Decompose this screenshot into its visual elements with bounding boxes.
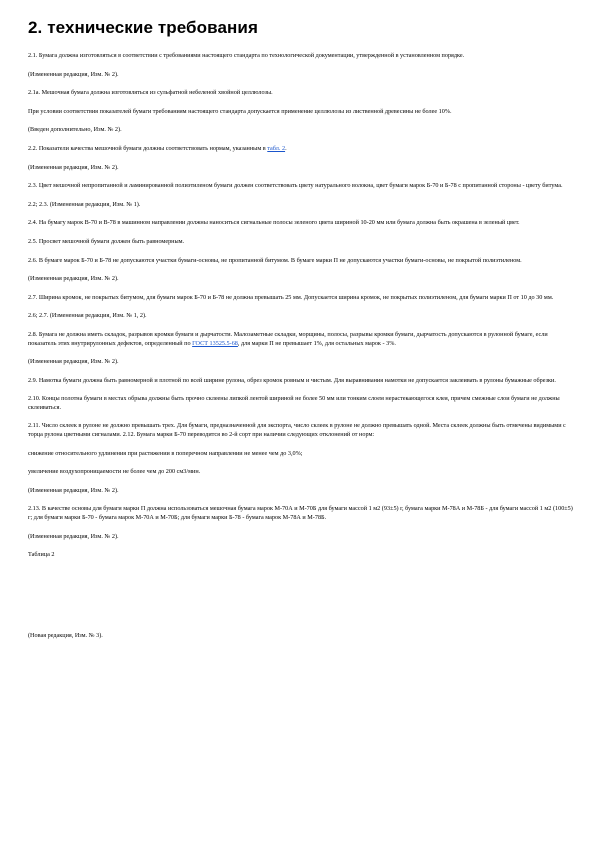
- paragraph: [28, 395, 574, 412]
- footer-note: (Новая редакция, Изм. № 3).: [28, 632, 103, 640]
- paragraph-text-after: .: [285, 144, 287, 152]
- paragraph-text: 2.9. Намотка бумаги должна быть равномерной и плотной по всей ширине рулона, обрез кромок ровным и чистым. Для выравнивания намотки не допускается заклеивать в рулоны бумажные обрезки.: [28, 376, 556, 384]
- paragraph: [28, 450, 574, 459]
- paragraph-text: увеличение воздухопроницаемости не более чем до 200 см3/мин.: [28, 468, 201, 476]
- paragraph-text: 2.1. Бумага должна изготовляться в соответствии с требованиями настоящего стандарта по технологической документации, утвержденной в установленном порядке.: [28, 52, 465, 59]
- paragraph-text: 2.7. Ширина кромок, не покрытых битумом, для бумаги марок Б-70 и Б-78 не должна превышать 25 мм. Допускается ширина кромок, не покрытых полиэтиленом, для бумаги марки П от 10 до 30 мм.: [28, 293, 554, 301]
- paragraph: [28, 201, 574, 210]
- paragraph: [28, 331, 574, 348]
- paragraph: [28, 422, 574, 439]
- paragraph-list: [28, 52, 574, 541]
- paragraph-text: (Измененная редакция, Изм. № 2).: [28, 70, 119, 78]
- document-page: [28, 18, 574, 651]
- paragraph: [28, 238, 574, 247]
- paragraph-text: 2.5. Просвет мешочной бумаги должен быть равномерным.: [28, 237, 185, 245]
- paragraph-text: 2.6. В бумаге марок Б-70 и Б-78 не допускаются участки бумаги-основы, не пропитанной битумом. В бумаге марки П не допускаются участки бумаги-основы, не покрытой полиэтиленом.: [28, 256, 522, 264]
- paragraph-text: 2.13. В качестве основы для бумаги марки П должна использоваться мешочная бумага марок М-70А и М-70Б для бумаги массой 1 м2 (93±5) г, бумага марки М-78А и М-78Б - для бумаги массой 1 м2 (100±5) г; для бумаги марки Б-70 - бумага марок М-70А и М-70Б; для бумаги марки Б-78 - бумага марок М-78А и М-78Б.: [28, 505, 573, 522]
- reference-link[interactable]: табл. 2: [267, 144, 286, 152]
- paragraph-text: 2.3. Цвет мешочной непропитанной и ламинированной полиэтиленом бумаги должен соответствовать цвету натурального волокна, цвет бумаги марок Б-70 и Б-78 с пропитанной стороны - цвету битума.: [28, 182, 563, 190]
- reference-link[interactable]: ГОСТ 13525.5-68: [192, 339, 238, 347]
- paragraph-text: (Измененная редакция, Изм. № 2).: [28, 275, 119, 283]
- paragraph-text: (Введен дополнительно, Изм. № 2).: [28, 126, 122, 134]
- paragraph-text: (Измененная редакция, Изм. № 2).: [28, 163, 119, 171]
- paragraph-text: 2.1а. Мешочная бумага должна изготовляться из сульфатной небеленой хвойной целлюлозы.: [28, 89, 273, 97]
- section-heading: 2. технические требования: [28, 18, 258, 37]
- paragraph: [28, 358, 574, 367]
- paragraph-text: 2.8. Бумага не должна иметь складок, разрывов кромки бумаги и дырчатости. Малозаметные складки, морщины, полосы, разрывы кромки бумаги, дырчатость допускаются в рулонной бумаге, если показатель этих внутрирулонных дефектов, определенный по: [28, 330, 548, 347]
- paragraph-text: 2.10. Концы полотна бумаги в местах обрыва должны быть прочно склеены липкой лентой шириной не более 50 мм или тонким слоем нерастекающегося клея, причем смежные слои бумаги не должны склеиваться.: [28, 395, 560, 411]
- paragraph: [28, 468, 574, 477]
- paragraph-text: 2.4. На бумагу марок В-70 и В-78 в машинном направлении должны наноситься сигнальные полосы зеленого цвета шириной 10-20 мм или бумага должна быть окрашена в зеленый цвет.: [28, 219, 520, 227]
- paragraph-text: (Измененная редакция, Изм. № 2).: [28, 532, 119, 540]
- paragraph: [28, 533, 574, 542]
- paragraph-text: 2.2. Показатели качества мешочной бумаги должны соответствовать нормам, указанным в: [28, 144, 268, 152]
- paragraph: [28, 89, 574, 98]
- paragraph-text: снижение относительного удлинения при растяжении в поперечном направлении не менее чем до 3,0%;: [28, 449, 303, 457]
- paragraph: [28, 219, 574, 228]
- table-2: [28, 562, 548, 624]
- paragraph-text: 2.11. Число склеек в рулоне не должно превышать трех. Для бумаги, предназначенной для экспорта, число склеек в рулоне не должно превышать одной. Места склеек должны быть отмечены видимыми с торца рулона цветными сигналами. 2.12. Бумага марки Б-70 переводится во 2-й сорт при наличии следующих отклонений от норм:: [28, 422, 566, 439]
- paragraph: [28, 52, 574, 61]
- paragraph-text: 2.2; 2.3. (Измененная редакция, Изм. № 1).: [28, 200, 141, 208]
- paragraph: [28, 257, 574, 266]
- paragraph: [28, 182, 574, 191]
- paragraph: [28, 377, 574, 386]
- paragraph: [28, 108, 574, 117]
- paragraph-text-after: , для марки П не превышает 1%, для остальных марок - 3%.: [237, 339, 396, 347]
- paragraph-text: (Измененная редакция, Изм. № 2).: [28, 358, 119, 366]
- paragraph: [28, 71, 574, 80]
- paragraph: [28, 164, 574, 173]
- paragraph: [28, 312, 574, 321]
- table-caption: Таблица 2: [28, 551, 55, 559]
- paragraph: [28, 487, 574, 496]
- paragraph: [28, 505, 574, 522]
- paragraph: [28, 126, 574, 135]
- paragraph-text: (Измененная редакция, Изм. № 2).: [28, 486, 119, 494]
- paragraph-text: 2.6; 2.7. (Измененная редакция, Изм. № 1, 2).: [28, 312, 147, 320]
- paragraph-text: При условии соответствия показателей бумаги требованиям настоящего стандарта допускается применение целлюлозы из лиственной древесины не более 10%.: [28, 107, 452, 115]
- paragraph: [28, 145, 574, 154]
- paragraph: [28, 275, 574, 284]
- paragraph: [28, 294, 574, 303]
